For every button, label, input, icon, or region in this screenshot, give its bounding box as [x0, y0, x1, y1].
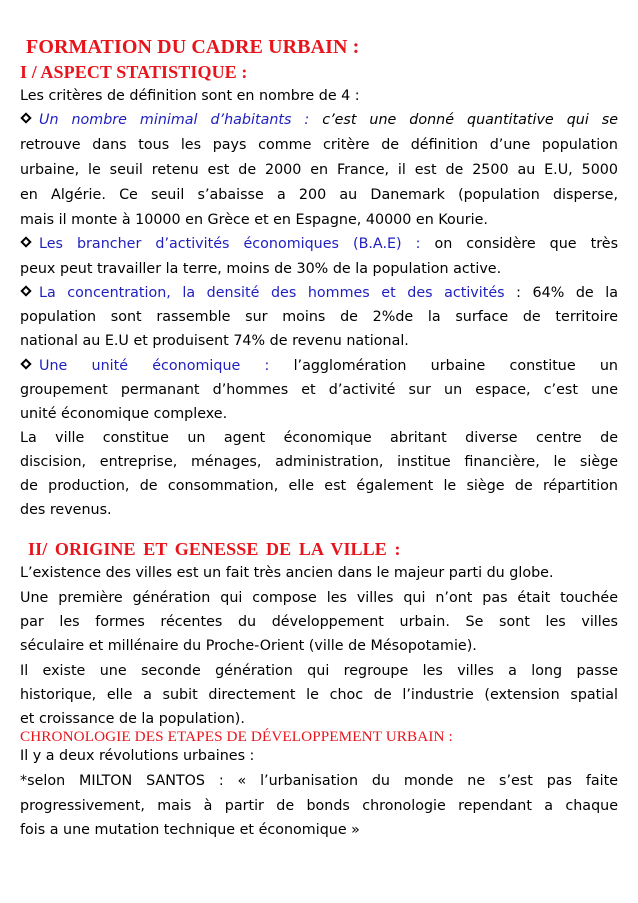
bullet-2-line-1 [20, 234, 618, 254]
bullet-4-text-1: l’agglomération urbaine constitue un [293, 358, 618, 374]
section-1-heading: I / ASPECT STATISTIQUE : [20, 62, 248, 82]
s2-p4: Il y a deux révolutions urbaines : [20, 748, 255, 764]
s2-p5-line-3: fois a une mutation technique et économique » [20, 822, 360, 838]
diamond-bullet-icon [20, 285, 33, 298]
bullet-1-line-2: retrouve dans tous les pays comme critère de définition d’une population [20, 137, 618, 153]
s2-p5-line-2: progressivement, mais à partir de bonds chronologie rependant a chaque [20, 798, 618, 814]
diamond-bullet-icon [20, 112, 33, 125]
bullet-3-term: La concentration, la densité des hommes et des activités [39, 285, 505, 301]
intro-line: Les critères de définition sont en nombre de 4 : [20, 88, 360, 104]
s2-p1: L’existence des villes est un fait très ancien dans le majeur parti du globe. [20, 565, 554, 581]
bullet-2-line-2: peux peut travailler la terre, moins de 30% de la population active. [20, 261, 502, 277]
s2-p2-line-3: séculaire et millénaire du Proche-Orient (ville de Mésopotamie). [20, 638, 477, 654]
bullet-1-line-1 [20, 110, 618, 130]
s2-p3-line-1: Il existe une seconde génération qui regroupe les villes a long passe [20, 663, 618, 679]
section-2-heading: II/ ORIGINE ET GENESSE DE LA VILLE : [28, 539, 401, 559]
para-line-1: La ville constitue un agent économique abritant diverse centre de [20, 430, 618, 446]
bullet-2-term: Les brancher d’activités économiques (B.A.E) : [39, 236, 421, 252]
para-line-3: de production, de consommation, elle est également le siège de répartition [20, 478, 618, 494]
s2-p3-line-2: historique, elle a subit directement le choc de l’industrie (extension spatial [20, 687, 618, 703]
bullet-4-line-2: groupement permanant d’hommes et d’activité sur un espace, c’est une [20, 382, 618, 398]
bullet-1-line-5: mais il monte à 10000 en Grèce et en Espagne, 40000 en Kourie. [20, 212, 488, 228]
diamond-bullet-icon [20, 358, 33, 371]
bullet-1-term: Un nombre minimal d’habitants : [39, 112, 310, 128]
s2-p2-line-1: Une première génération qui compose les villes qui n’ont pas était touchée [20, 590, 618, 606]
para-line-2: discision, entreprise, ménages, administration, institue financière, le siège [20, 454, 618, 470]
bullet-1-line-3: urbaine, le seuil retenu est de 2000 en France, il est de 2500 au E.U, 5000 [20, 162, 618, 178]
diamond-bullet-icon [20, 236, 33, 249]
bullet-3-text-1: : 64% de la [516, 285, 618, 301]
bullet-1-line-4: en Algérie. Ce seuil s’abaisse a 200 au Danemark (population disperse, [20, 187, 618, 203]
bullet-4-line-3: unité économique complexe. [20, 406, 228, 422]
bullet-4-line-1 [20, 356, 618, 376]
s2-p5-line-1: *selon MILTON SANTOS : « l’urbanisation du monde ne s’est pas faite [20, 773, 618, 789]
page-title: FORMATION DU CADRE URBAIN : [26, 36, 360, 58]
bullet-3-line-2: population sont rassemble sur moins de 2%de la surface de territoire [20, 309, 618, 325]
bullet-4-term: Une unité économique : [39, 358, 270, 374]
bullet-2-text-1: on considère que très [434, 236, 619, 252]
para-line-4: des revenus. [20, 502, 112, 518]
s2-p3-line-3: et croissance de la population). [20, 711, 245, 727]
bullet-3-line-3: national au E.U et produisent 74% de revenu national. [20, 333, 409, 349]
s2-p2-line-2: par les formes récentes du développement urbain. Se sont les villes [20, 614, 618, 630]
chronology-subheading: CHRONOLOGIE DES ETAPES DE DÉVELOPPEMENT URBAIN : [20, 728, 453, 745]
bullet-1-text-1: c’est une donné quantitative qui se [322, 112, 619, 128]
bullet-3-line-1 [20, 283, 618, 303]
